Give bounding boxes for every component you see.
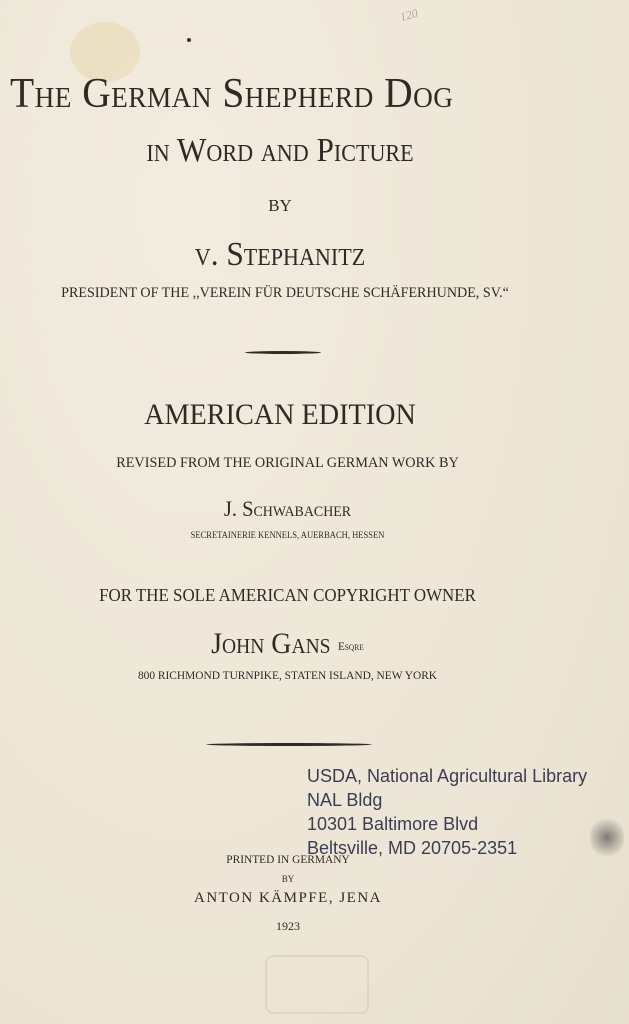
reviser-name: J. Schwabacher — [223, 496, 352, 521]
author-affiliation: PRESIDENT OF THE ,,VEREIN FÜR DEUTSCHE SCHÄFERHUNDE, SV.“ — [61, 285, 509, 301]
publication-year: 1923 — [276, 919, 300, 933]
by-label: BY — [268, 196, 292, 215]
divider-rule — [245, 351, 321, 354]
owner-name: John Gans — [211, 627, 331, 660]
revised-note: REVISED FROM THE ORIGINAL GERMAN WORK BY — [116, 455, 459, 471]
owner-line — [20, 627, 555, 661]
printer-name: ANTON KÄMPFE, JENA — [194, 890, 382, 906]
reviser-affiliation: SECRETAINERIE KENNELS, AUERBACH, HESSEN — [190, 530, 385, 540]
divider-rule-bottom — [206, 743, 372, 746]
owner-address: 800 RICHMOND TURNPIKE, STATEN ISLAND, NEW YORK — [137, 668, 438, 682]
copyright-note: FOR THE SOLE AMERICAN COPYRIGHT OWNER — [99, 585, 476, 605]
book-subtitle: in Word and Picture — [146, 132, 414, 169]
stamp-speckle — [590, 815, 624, 860]
stamp-line-city: Beltsville, MD 20705-2351 — [307, 838, 518, 858]
stamp-line-building: NAL Bldg — [307, 790, 383, 810]
stamp-line-street: 10301 Baltimore Blvd — [307, 814, 479, 834]
printer-by-label: BY — [281, 874, 295, 884]
edition-heading: AMERICAN EDITION — [144, 398, 416, 431]
book-title: The German Shepherd Dog — [10, 71, 454, 117]
faded-stamp — [265, 955, 369, 1014]
author-name: v. Stephanitz — [194, 236, 366, 273]
owner-title: Esqre — [337, 639, 364, 653]
printed-note: PRINTED IN GERMANY — [226, 852, 350, 866]
library-stamp — [307, 764, 587, 860]
pencil-mark: 120 — [398, 5, 420, 25]
paper-spot — [187, 38, 191, 42]
stamp-line-library: USDA, National Agricultural Library — [307, 766, 588, 786]
